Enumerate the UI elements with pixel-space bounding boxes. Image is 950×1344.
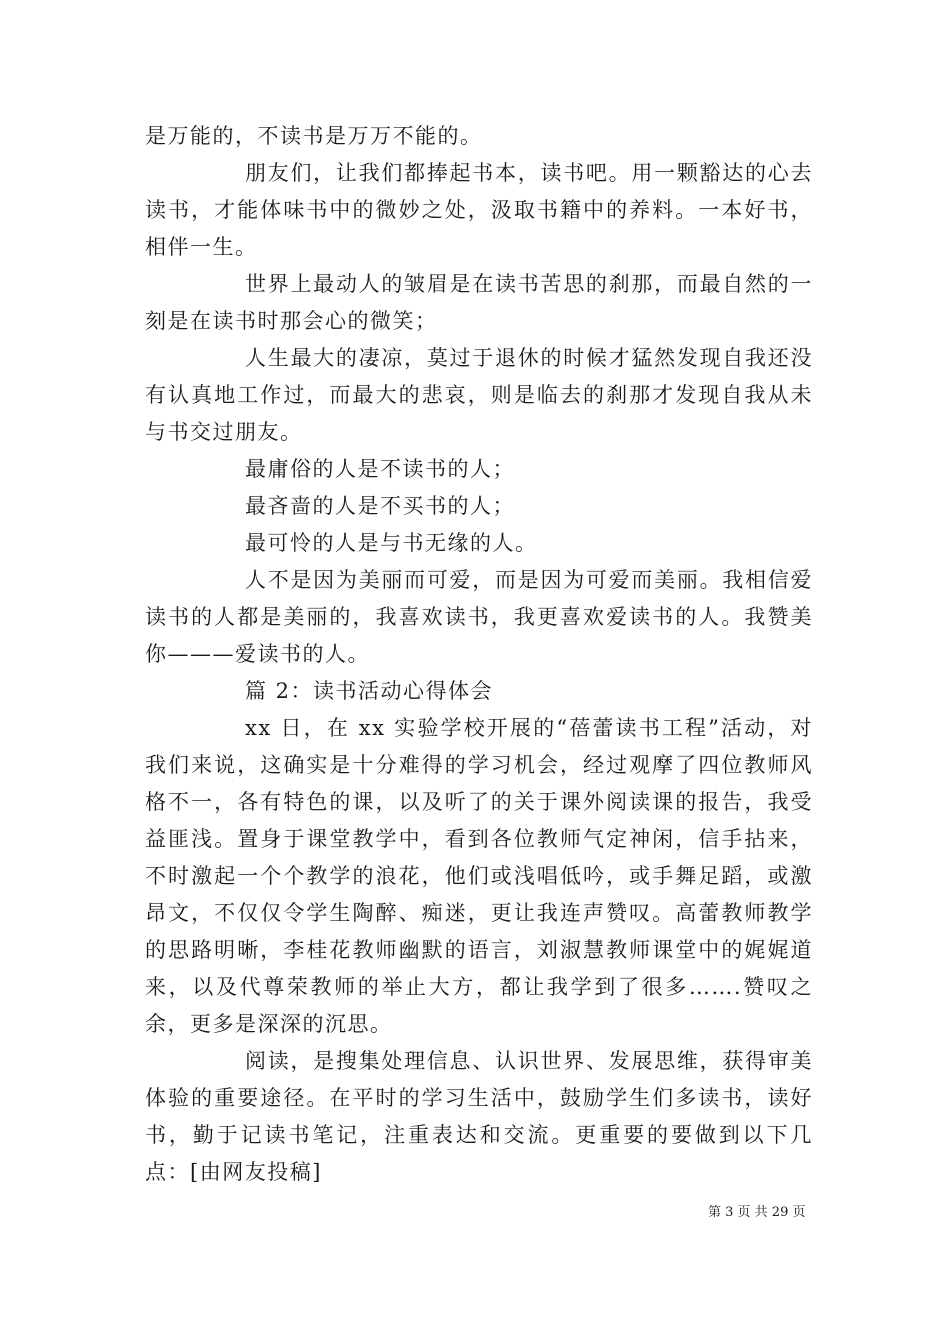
paragraph: 最庸俗的人是不读书的人； [245, 457, 515, 481]
paragraph: 朋友们，让我们都捧起书本，读书吧。用一颗豁达的心去读书，才能体味书中的微妙之处，汲取书籍中的养料。一本好书，相伴一生。 [145, 161, 813, 259]
paragraph: 最吝啬的人是不买书的人； [245, 494, 515, 518]
paragraph: 人生最大的凄凉，莫过于退休的时候才猛然发现自我还没有认真地工作过，而最大的悲哀，则是临去的刹那才发现自我从未与书交过朋友。 [145, 346, 813, 444]
page-number-footer: 第 3 页 共 29 页 [708, 1205, 806, 1220]
section-heading: 篇 2：读书活动心得体会 [245, 679, 494, 703]
paragraph: 最可怜的人是与书无缘的人。 [245, 531, 538, 555]
paragraph: 人不是因为美丽而可爱，而是因为可爱而美丽。我相信爱读书的人都是美丽的，我喜欢读书，我更喜欢爱读书的人。我赞美你———爱读书的人。 [145, 568, 813, 666]
paragraph: xx 日，在 xx 实验学校开展的“蓓蕾读书工程”活动，对我们来说，这确实是十分难得的学习机会，经过观摩了四位教师风格不一，各有特色的课，以及听了的关于课外阅读课的报告，我受益匪浅。置身于课堂教学中，看到各位教师气定神闲，信手拈来，不时激起一个个教学的浪花，他们或浅唱低吟，或手舞足蹈，或激昂文，不仅仅令学生陶醉、痴迷，更让我连声赞叹。高蕾教师教学的思路明晰，李桂花教师幽默的语言，刘淑慧教师课堂中的娓娓道来，以及代尊荣教师的举止大方，都让我学到了很多…….赞叹之余，更多是深深的沉思。 [145, 716, 813, 1036]
document-body [145, 118, 813, 1191]
paragraph: 阅读，是搜集处理信息、认识世界、发展思维，获得审美体验的重要途径。在平时的学习生活中，鼓励学生们多读书，读好书，勤于记读书笔记，注重表达和交流。更重要的要做到以下几点：[由网友投稿] [145, 1049, 813, 1184]
paragraph: 世界上最动人的皱眉是在读书苦思的刹那，而最自然的一刻是在读书时那会心的微笑； [145, 272, 813, 333]
paragraph: 是万能的，不读书是万万不能的。 [145, 124, 483, 148]
